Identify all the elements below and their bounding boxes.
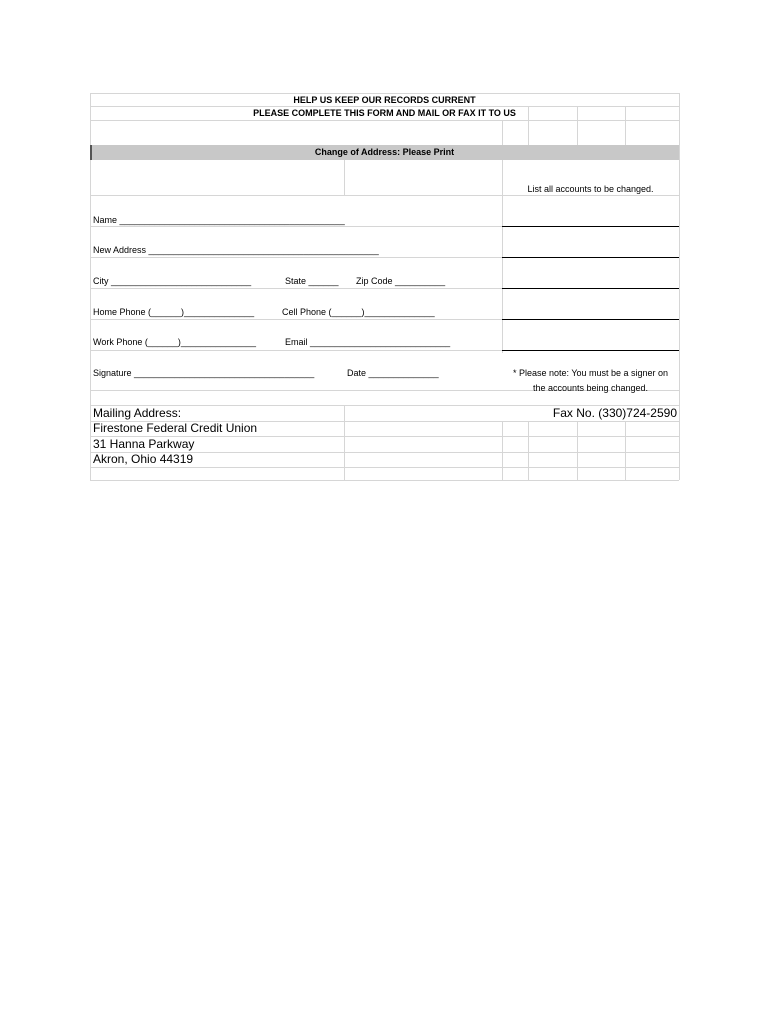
mailing-address-line: 31 Hanna Parkway [93,437,195,451]
account-line[interactable] [502,350,679,351]
grid-line [528,421,529,480]
home-phone-field[interactable]: Home Phone (______)______________ [93,307,255,317]
grid-line [90,106,679,107]
account-line[interactable] [502,288,679,289]
date-field[interactable]: Date ______________ [347,368,439,378]
mailing-address-line: Akron, Ohio 44319 [93,452,194,466]
grid-line [502,120,503,145]
new-address-field[interactable]: New Address ______________________________________________ [93,245,379,255]
email-field[interactable]: Email ____________________________ [285,337,451,347]
signer-note-line1: * Please note: You must be a signer on [512,368,669,378]
grid-line [90,480,679,481]
grid-line [344,405,345,480]
signature-field[interactable]: Signature ____________________________________ [93,368,315,378]
signer-note-line2: the accounts being changed. [532,383,649,393]
account-line[interactable] [502,257,679,258]
accounts-label: List all accounts to be changed. [527,184,654,194]
mailing-address-label: Mailing Address: [93,406,182,420]
grid-line [679,93,680,480]
grid-line [90,195,679,196]
zip-code-field[interactable]: Zip Code __________ [356,276,446,286]
state-field[interactable]: State ______ [285,276,339,286]
cell-phone-field[interactable]: Cell Phone (______)______________ [282,307,435,317]
city-field[interactable]: City ____________________________ [93,276,252,286]
grid-line [625,421,626,480]
grid-line [577,421,578,480]
fax-number: Fax No. (330)724-2590 [552,406,677,420]
grid-line [90,93,679,94]
form-title: HELP US KEEP OUR RECORDS CURRENT [293,95,476,105]
change-of-address-form [90,93,679,480]
grid-line [90,120,679,121]
grid-line [90,467,679,468]
account-line[interactable] [502,319,679,320]
account-line[interactable] [502,226,679,227]
section-title: Change of Address: Please Print [314,147,455,157]
grid-line [502,421,503,480]
form-subtitle: PLEASE COMPLETE THIS FORM AND MAIL OR FAX IT TO US [253,108,516,118]
mailing-address-line: Firestone Federal Credit Union [93,421,258,435]
name-field[interactable]: Name _____________________________________________ [93,215,345,225]
grid-line [344,160,345,195]
work-phone-field[interactable]: Work Phone (______)_______________ [93,337,256,347]
